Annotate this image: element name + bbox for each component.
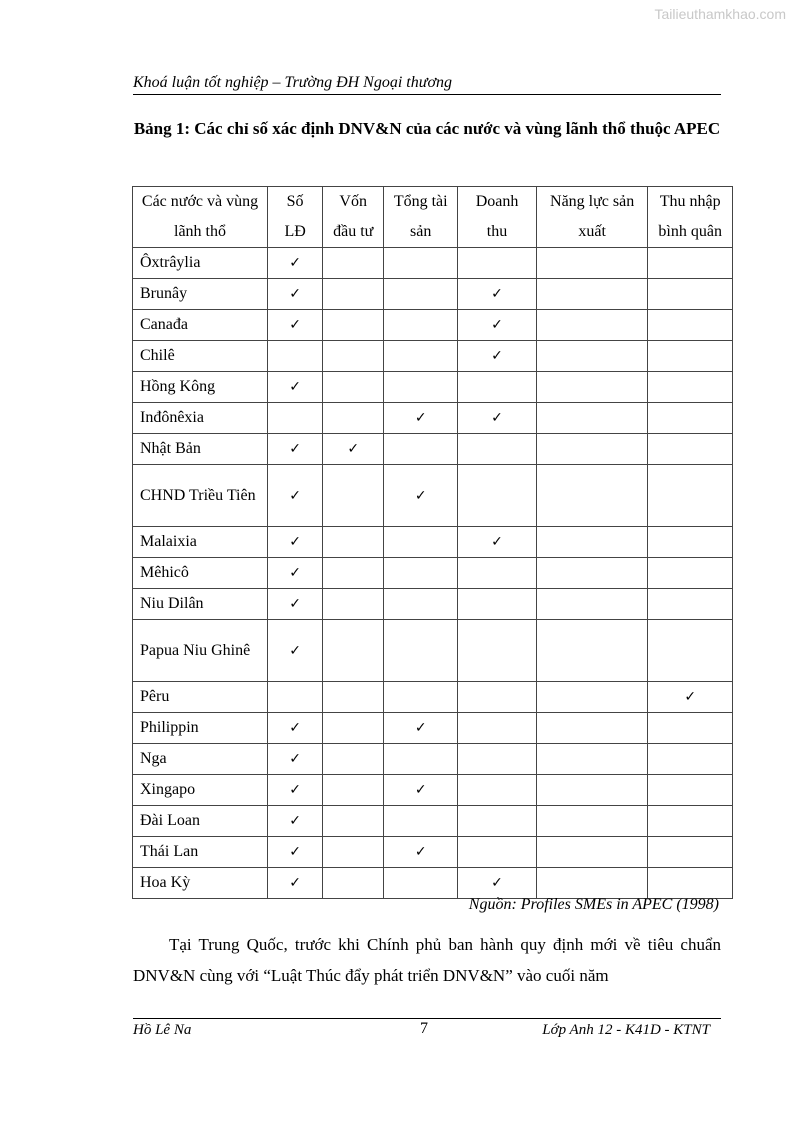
- empty-cell: [536, 279, 648, 310]
- table-title: Bảng 1: Các chỉ số xác định DNV&N của các nước và vùng lãnh thổ thuộc APEC: [133, 119, 721, 138]
- empty-cell: [384, 310, 458, 341]
- empty-cell: [648, 713, 733, 744]
- table-row: [133, 682, 733, 713]
- empty-cell: [384, 682, 458, 713]
- empty-cell: [648, 589, 733, 620]
- check-mark-cell: ✓: [384, 837, 458, 868]
- table-row: [133, 248, 733, 279]
- empty-cell: [536, 558, 648, 589]
- empty-cell: [648, 527, 733, 558]
- empty-cell: [384, 279, 458, 310]
- column-header: Số LĐ: [268, 187, 323, 248]
- empty-cell: [458, 589, 537, 620]
- column-header: Các nước và vùng lãnh thổ: [133, 187, 268, 248]
- empty-cell: [323, 279, 384, 310]
- table-row: [133, 620, 733, 682]
- empty-cell: [458, 682, 537, 713]
- table-row: [133, 837, 733, 868]
- table-row: [133, 713, 733, 744]
- empty-cell: [323, 713, 384, 744]
- check-mark-cell: ✓: [458, 310, 537, 341]
- body-paragraph: Tại Trung Quốc, trước khi Chính phủ ban hành quy định mới về tiêu chuẩn DNV&N cùng với “Luật Thúc đẩy phát triển DNV&N” vào cuối năm: [133, 935, 721, 985]
- table-row: [133, 310, 733, 341]
- empty-cell: [458, 775, 537, 806]
- empty-cell: [458, 372, 537, 403]
- empty-cell: [648, 372, 733, 403]
- table-row: [133, 868, 733, 899]
- empty-cell: [323, 837, 384, 868]
- page-header: Khoá luận tốt nghiệp – Trường ĐH Ngoại thương: [133, 74, 721, 95]
- empty-cell: [323, 620, 384, 682]
- empty-cell: [458, 744, 537, 775]
- empty-cell: [648, 744, 733, 775]
- empty-cell: [458, 713, 537, 744]
- check-mark-cell: ✓: [268, 806, 323, 837]
- empty-cell: [458, 434, 537, 465]
- check-mark-cell: ✓: [384, 775, 458, 806]
- empty-cell: [458, 465, 537, 527]
- empty-cell: [536, 589, 648, 620]
- footer-class: Lớp Anh 12 - K41D - KTNT: [542, 1022, 710, 1038]
- empty-cell: [648, 403, 733, 434]
- country-cell: Nga: [133, 744, 268, 775]
- empty-cell: [323, 775, 384, 806]
- country-cell: Xingapo: [133, 775, 268, 806]
- country-cell: Chilê: [133, 341, 268, 372]
- table-row: [133, 806, 733, 837]
- empty-cell: [536, 434, 648, 465]
- country-cell: CHND Triều Tiên: [133, 465, 268, 527]
- empty-cell: [458, 620, 537, 682]
- empty-cell: [323, 372, 384, 403]
- empty-cell: [323, 589, 384, 620]
- country-cell: Hoa Kỳ: [133, 868, 268, 899]
- empty-cell: [536, 806, 648, 837]
- empty-cell: [268, 682, 323, 713]
- empty-cell: [458, 806, 537, 837]
- empty-cell: [648, 465, 733, 527]
- table-row: [133, 279, 733, 310]
- empty-cell: [536, 744, 648, 775]
- check-mark-cell: ✓: [268, 558, 323, 589]
- empty-cell: [648, 775, 733, 806]
- source-note: Nguồn: Profiles SMEs in APEC (1998): [468, 896, 719, 913]
- empty-cell: [384, 868, 458, 899]
- empty-cell: [268, 341, 323, 372]
- check-mark-cell: ✓: [648, 682, 733, 713]
- empty-cell: [536, 682, 648, 713]
- table-row: [133, 558, 733, 589]
- country-cell: Brunây: [133, 279, 268, 310]
- check-mark-cell: ✓: [268, 310, 323, 341]
- check-mark-cell: ✓: [268, 279, 323, 310]
- column-header: Năng lực sản xuất: [536, 187, 648, 248]
- empty-cell: [536, 372, 648, 403]
- table-row: [133, 744, 733, 775]
- criteria-table: [132, 186, 733, 899]
- empty-cell: [536, 341, 648, 372]
- empty-cell: [648, 558, 733, 589]
- check-mark-cell: ✓: [268, 837, 323, 868]
- empty-cell: [536, 465, 648, 527]
- empty-cell: [458, 558, 537, 589]
- page-number: 7: [420, 1020, 428, 1037]
- check-mark-cell: ✓: [268, 620, 323, 682]
- check-mark-cell: ✓: [458, 403, 537, 434]
- empty-cell: [268, 403, 323, 434]
- check-mark-cell: ✓: [268, 868, 323, 899]
- check-mark-cell: ✓: [458, 868, 537, 899]
- country-cell: Niu Dilân: [133, 589, 268, 620]
- country-cell: Philippin: [133, 713, 268, 744]
- empty-cell: [648, 341, 733, 372]
- country-cell: Canađa: [133, 310, 268, 341]
- empty-cell: [536, 713, 648, 744]
- table-row: [133, 434, 733, 465]
- empty-cell: [323, 682, 384, 713]
- column-header: Vốn đầu tư: [323, 187, 384, 248]
- empty-cell: [384, 744, 458, 775]
- check-mark-cell: ✓: [458, 279, 537, 310]
- empty-cell: [384, 434, 458, 465]
- empty-cell: [323, 744, 384, 775]
- column-header: Doanh thu: [458, 187, 537, 248]
- check-mark-cell: ✓: [268, 527, 323, 558]
- footer-divider: [133, 1018, 721, 1019]
- country-cell: Mêhicô: [133, 558, 268, 589]
- country-cell: Ôxtrâylia: [133, 248, 268, 279]
- empty-cell: [323, 403, 384, 434]
- check-mark-cell: ✓: [268, 589, 323, 620]
- empty-cell: [536, 527, 648, 558]
- empty-cell: [458, 248, 537, 279]
- country-cell: Thái Lan: [133, 837, 268, 868]
- country-cell: Nhật Bản: [133, 434, 268, 465]
- table-row: [133, 341, 733, 372]
- empty-cell: [648, 248, 733, 279]
- empty-cell: [323, 806, 384, 837]
- check-mark-cell: ✓: [268, 434, 323, 465]
- country-cell: Đài Loan: [133, 806, 268, 837]
- empty-cell: [323, 868, 384, 899]
- table-row: [133, 403, 733, 434]
- empty-cell: [323, 310, 384, 341]
- check-mark-cell: ✓: [268, 465, 323, 527]
- empty-cell: [384, 527, 458, 558]
- check-mark-cell: ✓: [458, 341, 537, 372]
- column-header: Tổng tài sản: [384, 187, 458, 248]
- empty-cell: [536, 868, 648, 899]
- empty-cell: [536, 310, 648, 341]
- country-cell: Hồng Kông: [133, 372, 268, 403]
- check-mark-cell: ✓: [384, 713, 458, 744]
- country-cell: Malaixia: [133, 527, 268, 558]
- empty-cell: [648, 310, 733, 341]
- country-cell: Inđônêxia: [133, 403, 268, 434]
- empty-cell: [384, 806, 458, 837]
- check-mark-cell: ✓: [384, 403, 458, 434]
- table-row: [133, 527, 733, 558]
- table-row: [133, 589, 733, 620]
- empty-cell: [323, 248, 384, 279]
- watermark: Tailieuthamkhao.com: [654, 6, 786, 22]
- empty-cell: [384, 341, 458, 372]
- table-row: [133, 775, 733, 806]
- empty-cell: [323, 341, 384, 372]
- table-header-row: [133, 187, 733, 248]
- check-mark-cell: ✓: [268, 713, 323, 744]
- empty-cell: [384, 558, 458, 589]
- empty-cell: [323, 465, 384, 527]
- table-row: [133, 372, 733, 403]
- empty-cell: [536, 620, 648, 682]
- check-mark-cell: ✓: [268, 248, 323, 279]
- empty-cell: [536, 837, 648, 868]
- empty-cell: [323, 558, 384, 589]
- empty-cell: [648, 279, 733, 310]
- check-mark-cell: ✓: [384, 465, 458, 527]
- empty-cell: [536, 403, 648, 434]
- empty-cell: [384, 248, 458, 279]
- empty-cell: [384, 589, 458, 620]
- empty-cell: [536, 248, 648, 279]
- footer-author: Hồ Lê Na: [133, 1022, 192, 1038]
- empty-cell: [648, 434, 733, 465]
- country-cell: Pêru: [133, 682, 268, 713]
- table-body: [133, 248, 733, 899]
- empty-cell: [458, 837, 537, 868]
- check-mark-cell: ✓: [458, 527, 537, 558]
- empty-cell: [384, 620, 458, 682]
- empty-cell: [384, 372, 458, 403]
- empty-cell: [648, 868, 733, 899]
- empty-cell: [648, 837, 733, 868]
- column-header: Thu nhập bình quân: [648, 187, 733, 248]
- empty-cell: [536, 775, 648, 806]
- empty-cell: [648, 806, 733, 837]
- empty-cell: [323, 527, 384, 558]
- table-row: [133, 465, 733, 527]
- check-mark-cell: ✓: [323, 434, 384, 465]
- country-cell: Papua Niu Ghinê: [133, 620, 268, 682]
- empty-cell: [648, 620, 733, 682]
- check-mark-cell: ✓: [268, 775, 323, 806]
- check-mark-cell: ✓: [268, 744, 323, 775]
- check-mark-cell: ✓: [268, 372, 323, 403]
